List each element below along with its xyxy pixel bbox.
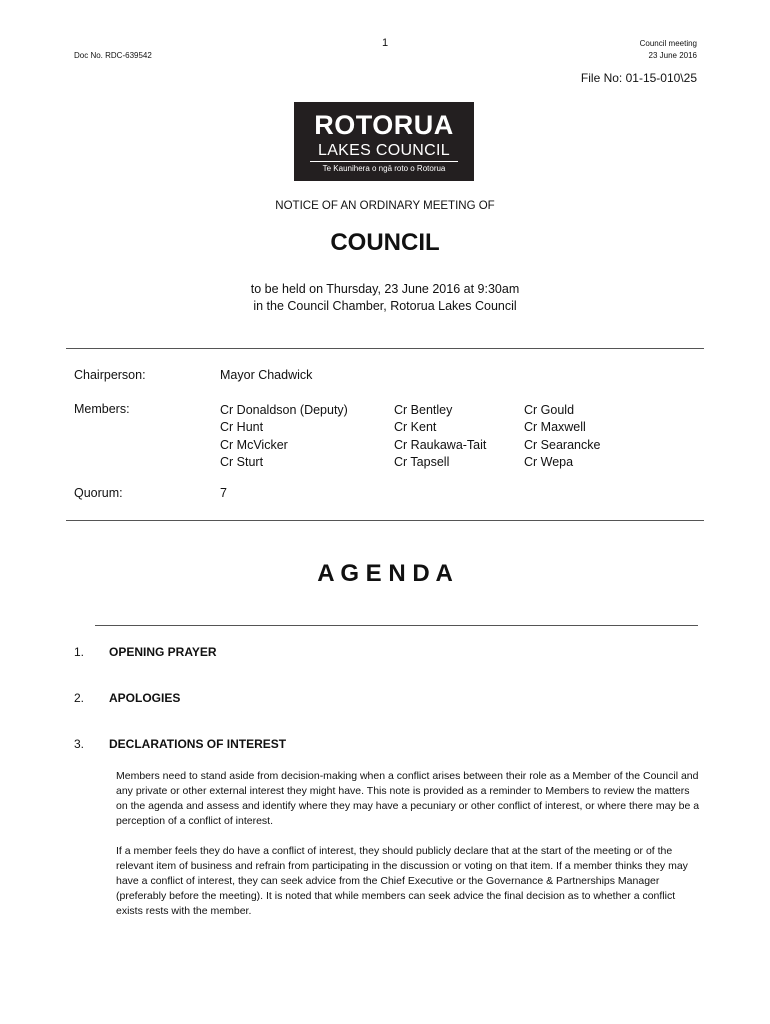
file-number: File No: 01-15-010\25 bbox=[580, 71, 697, 85]
chairperson-value: Mayor Chadwick bbox=[220, 368, 313, 382]
members-column-3 bbox=[524, 402, 600, 471]
meeting-type: Council meeting bbox=[639, 39, 697, 48]
member: Cr Sturt bbox=[220, 454, 264, 469]
agenda-item-number: 2. bbox=[74, 691, 85, 705]
logo-divider bbox=[310, 161, 458, 162]
member: Cr Maxwell bbox=[524, 420, 586, 435]
members-column-2 bbox=[394, 402, 486, 471]
agenda-item-number: 1. bbox=[74, 645, 85, 659]
page-number: 1 bbox=[381, 37, 389, 49]
meeting-when: to be held on Thursday, 23 June 2016 at 9:30am bbox=[250, 282, 520, 296]
quorum-value: 7 bbox=[220, 486, 227, 500]
meeting-date: 23 June 2016 bbox=[648, 51, 697, 60]
logo-line-2: LAKES COUNCIL bbox=[318, 142, 450, 159]
divider-top bbox=[66, 348, 704, 349]
member: Cr McVicker bbox=[220, 437, 288, 452]
divider-bottom bbox=[66, 520, 704, 521]
member: Cr Donaldson (Deputy) bbox=[220, 403, 348, 417]
member: Cr Tapsell bbox=[394, 454, 450, 469]
logo-line-1: ROTORUA bbox=[314, 110, 454, 140]
logo-line-3: Te Kaunihera o ngā roto o Rotorua bbox=[322, 164, 446, 173]
quorum-label: Quorum: bbox=[74, 486, 123, 500]
members-column-1 bbox=[220, 402, 348, 471]
agenda-divider bbox=[95, 625, 698, 626]
members-label: Members: bbox=[74, 402, 130, 416]
chairperson-label: Chairperson: bbox=[74, 368, 146, 382]
member: Cr Kent bbox=[394, 420, 437, 435]
meeting-where: in the Council Chamber, Rotorua Lakes Council bbox=[253, 299, 517, 313]
member: Cr Searancke bbox=[524, 437, 601, 452]
meeting-title: COUNCIL bbox=[330, 229, 440, 256]
agenda-title: A G E N D A bbox=[317, 560, 453, 587]
notice-heading: NOTICE OF AN ORDINARY MEETING OF bbox=[275, 200, 495, 212]
declarations-paragraph-1: Members need to stand aside from decision-making when a conflict arises between their role as a Member of the Council and any private or other external interest they might have. This note is provided as a reminder to Members to review the matters on the agenda and assess and identify where they may have a pecuniary or other conflict of interest, or where there may be a perception of a conflict of interest. bbox=[116, 770, 700, 827]
agenda-item-number: 3. bbox=[74, 737, 85, 751]
declarations-paragraph-2: If a member feels they do have a conflict of interest, they should publicly declare that at the start of the meeting or of the relevant item of business and refrain from participating in the discussion or voting on that item. If a member thinks they may have a conflict of interest, they can seek advice from the Chief Executive or the Governance & Partnerships Manager (preferably before the meeting). It is noted that while members can seek advice the final decision as to whether a conflict exists rests with the member. bbox=[116, 845, 688, 917]
agenda-item-title: APOLOGIES bbox=[109, 691, 181, 705]
agenda-item-title: OPENING PRAYER bbox=[109, 645, 217, 659]
member: Cr Hunt bbox=[220, 420, 264, 435]
member: Cr Bentley bbox=[394, 403, 453, 417]
doc-number: Doc No. RDC-639542 bbox=[74, 51, 152, 60]
member: Cr Wepa bbox=[524, 454, 574, 469]
member: Cr Raukawa-Tait bbox=[394, 437, 487, 452]
agenda-item-title: DECLARATIONS OF INTEREST bbox=[109, 737, 287, 751]
council-logo bbox=[294, 102, 474, 181]
member: Cr Gould bbox=[524, 403, 575, 417]
